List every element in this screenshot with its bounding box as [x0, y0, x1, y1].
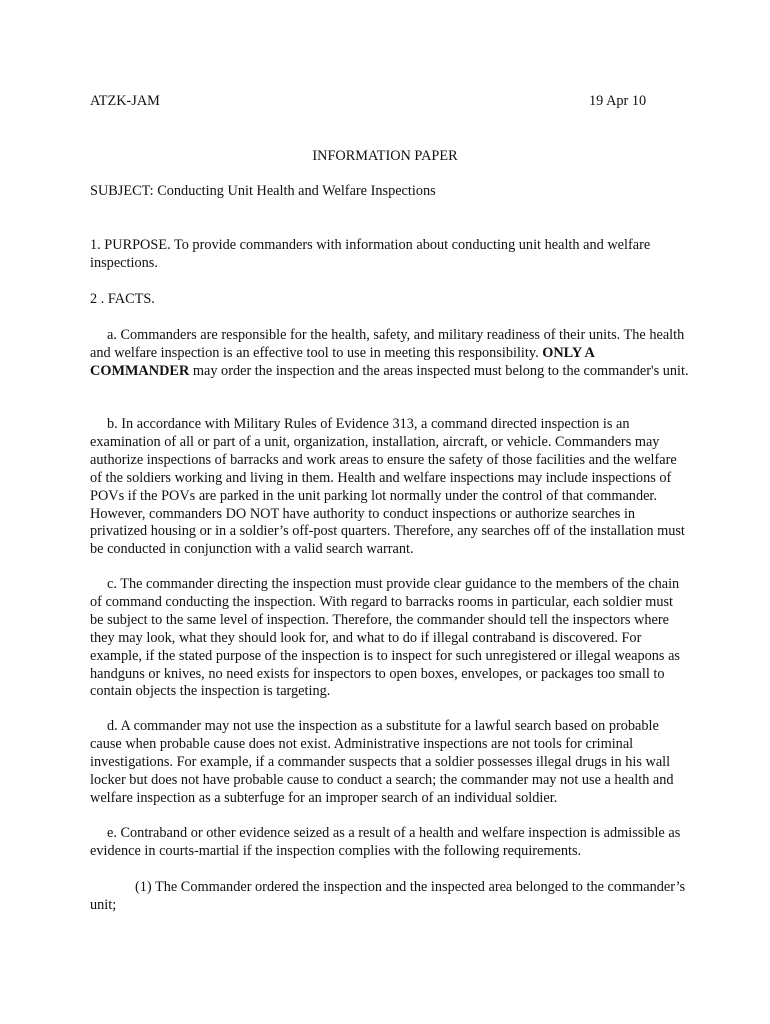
office-symbol: ATZK-JAM — [90, 93, 160, 109]
paragraph-a-text-start: a. Commanders are responsible for the health, safety, and military readiness of their units. The health and welfare inspection is an effective tool to use in meeting this responsibility. — [90, 327, 685, 361]
facts-paragraph-a — [90, 327, 690, 381]
facts-paragraph-b: b. In accordance with Military Rules of Evidence 313, a command directed inspection is an examination of all or part of a unit, organization, installation, aircraft, or vehicle. Commanders may authorize inspections of barracks and work areas to ensure the safety of those facilities and the welfare of the soldiers working and living in them. Health and welfare inspections may include inspections of POVs if the POVs are parked in the unit parking lot normally under the control of that commander. However, commanders DO NOT have authority to conduct inspections or authorize searches in privatized housing or in a soldier’s off-post quarters. Therefore, any searches off of the installation must be conducted in conjunction with a valid search warrant. — [90, 416, 685, 558]
facts-paragraph-c: c. The commander directing the inspection must provide clear guidance to the members of the chain of command conducting the inspection. With regard to barracks rooms in particular, each soldier must be subject to the same level of inspection. Therefore, the commander should tell the inspectors where they may look, what they should look for, and what to do if illegal contraband is discovered. For example, if the stated purpose of the inspection is to inspect for such unregistered or illegal weapons as handguns or knives, no need exists for inspectors to open boxes, envelopes, or packages too small to contain objects the inspection is targeting. — [90, 576, 680, 700]
document-title: INFORMATION PAPER — [312, 148, 458, 164]
facts-paragraph-e1: (1) The Commander ordered the inspection and the inspected area belonged to the commander’s unit; — [90, 879, 686, 913]
facts-paragraph-e: e. Contraband or other evidence seized as a result of a health and welfare inspection is admissible as evidence in courts-martial if the inspection complies with the following requirements. — [90, 825, 681, 859]
paragraph-a-text-end: may order the inspection and the areas inspected must belong to the commander's unit. — [189, 362, 689, 379]
only-a-commander-emphasis: ONLY A COMMANDER — [90, 344, 595, 379]
subject-line: SUBJECT: Conducting Unit Health and Welfare Inspections — [90, 183, 436, 199]
facts-paragraph-d: d. A commander may not use the inspection as a substitute for a lawful search based on probable cause when probable cause does not exist. Administrative inspections are not tools for criminal investigations. For example, if a commander suspects that a soldier possesses illegal drugs in his wall locker but does not have probable cause to conduct a search; the commander may not use a health and welfare inspection as a subterfuge for an improper search of an individual soldier. — [90, 718, 674, 806]
document-date: 19 Apr 10 — [589, 93, 647, 109]
facts-heading: 2 . FACTS. — [90, 291, 155, 307]
purpose-paragraph: 1. PURPOSE. To provide commanders with information about conducting unit health and welfare inspections. — [90, 237, 651, 271]
